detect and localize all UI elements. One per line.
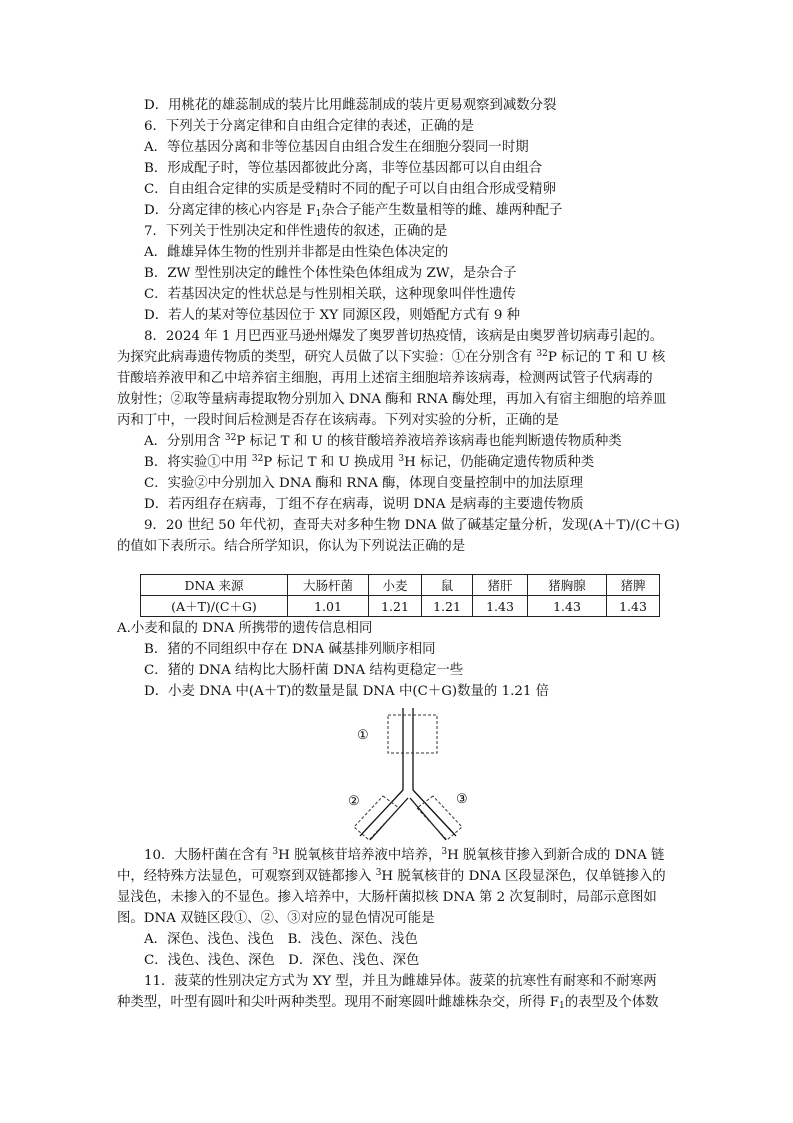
q9-option-b: B．猪的不同组织中存在 DNA 碱基排列顺序相同	[144, 642, 436, 657]
q7-option-c: C．若基因决定的性状总是与性别相关联，这种现象叫伴性遗传	[144, 287, 516, 302]
table-row	[141, 575, 660, 596]
q8-option-b	[144, 453, 704, 473]
text: P 标记 T 和 U 换成用	[263, 455, 399, 470]
table-cell: 1.01	[288, 596, 369, 617]
figure-label-2: ②	[348, 794, 360, 809]
text: B．将实验①中用	[144, 455, 252, 470]
dna-replication-diagram	[340, 708, 480, 844]
q6-option-d	[144, 201, 704, 221]
superscript: 32	[224, 433, 237, 443]
q5-option-d: D．用桃花的雄蕊制成的装片比用雌蕊制成的装片更易观察到减数分裂	[144, 98, 557, 113]
q7-option-d: D．若人的某对等位基因位于 XY 同源区段，则婚配方式有 9 种	[144, 308, 521, 323]
text: H 脱氧核苷的 DNA 区段显深色，仅单链掺入的	[381, 869, 666, 884]
q11-line-1: 11．菠菜的性别决定方式为 XY 型，并且为雌雄异体。菠菜的抗寒性有耐寒和不耐寒两	[144, 974, 657, 989]
table-cell: (A＋T)/(C＋G)	[141, 596, 288, 617]
text: 种类型，叶型有圆叶和尖叶两种类型。现用不耐寒圆叶雌雄株杂交，所得 F	[117, 995, 560, 1010]
q9-option-d: D．小麦 DNA 中(A＋T)的数量是鼠 DNA 中(C＋G)数量的 1.21 倍	[144, 684, 550, 699]
q8-line-3: 苷酸培养液甲和乙中培养宿主细胞，再用上述宿主细胞培养该病毒，检测两试管子代病毒的	[117, 371, 653, 386]
text: P 标记的 T 和 U 核	[547, 350, 666, 365]
text: P 标记 T 和 U 的核苷酸培养液培养该病毒也能判断遗传物质种类	[236, 434, 622, 449]
q8-line-4: 放射性；②取等量病毒提取物分别加入 DNA 酶和 RNA 酶处理，再加入有宿主细胞的培养皿	[117, 392, 667, 407]
q8-line-1: 8．2024 年 1 月巴西亚马逊州爆发了奥罗普切热疫情，该病是由奥罗普切病毒引起的。	[144, 329, 664, 344]
q7-option-a: A．雌雄异体生物的性别并非都是由性染色体决定的	[144, 245, 449, 260]
q9-line-2: 的值如下表所示。结合所学知识，你认为下列说法正确的是	[117, 539, 466, 554]
table-header-cell: 猪脾	[607, 575, 660, 596]
table-cell: 1.43	[528, 596, 607, 617]
q10-line-3: 显浅色，未掺入的不显色。掺入培养中，大肠杆菌拟核 DNA 第 2 次复制时，局部示意图如	[117, 890, 657, 905]
q7-option-b: B．ZW 型性别决定的雌性个体性染色体组成为 ZW，是杂合子	[144, 266, 517, 281]
subscript: 1	[315, 209, 322, 219]
table-header-cell: 小麦	[369, 575, 422, 596]
table-header-cell: 鼠	[422, 575, 473, 596]
superscript: 3	[272, 847, 279, 857]
text: 10．大肠杆菌在含有	[144, 848, 273, 863]
text: H 标记，仍能确定遗传物质种类	[404, 455, 595, 470]
q9-option-c: C．猪的 DNA 结构比大肠杆菌 DNA 结构更稳定一些	[144, 663, 464, 678]
text: 的表型及个体数	[564, 995, 659, 1010]
q8-option-c: C．实验②中分别加入 DNA 酶和 RNA 酶，体现自变量控制中的加法原理	[144, 476, 584, 491]
superscript: 3	[375, 868, 382, 878]
table-header-cell: DNA 来源	[141, 575, 288, 596]
table-cell: 1.21	[422, 596, 473, 617]
q10-options-ab: A．深色、浅色、浅色 B．浅色、深色、浅色	[144, 932, 418, 947]
text: 为探究此病毒遗传物质的类型，研究人员做了以下实验：①在分别含有	[117, 350, 537, 365]
text: A．分别用含	[144, 434, 225, 449]
q8-option-a	[144, 432, 704, 452]
table-header-cell: 猪肝	[473, 575, 528, 596]
text: D．分离定律的核心内容是 F	[144, 203, 316, 218]
q8-option-d: D．若丙组存在病毒，丁组不存在病毒，说明 DNA 是病毒的主要遗传物质	[144, 497, 584, 512]
text: H 脱氧核苷培养液中培养，	[278, 848, 442, 863]
q10-options-cd: C．浅色、浅色、深色 D．深色、浅色、深色	[144, 953, 420, 968]
q10-line-4: 图。DNA 双链区段①、②、③对应的显色情况可能是	[117, 911, 435, 926]
q6-option-c: C．自由组合定律的实质是受精时不同的配子可以自由组合形成受精卵	[144, 182, 556, 197]
text: H 脱氧核苷掺入到新合成的 DNA 链	[447, 848, 665, 863]
figure-label-3: ③	[456, 792, 468, 807]
superscript: 32	[536, 349, 548, 359]
q10-line-1	[144, 846, 704, 866]
table-header-cell: 猪胸腺	[528, 575, 607, 596]
superscript: 32	[251, 454, 264, 464]
text: 中，经特殊方法显色，可观察到双链都掺入	[117, 869, 376, 884]
q11-line-2	[117, 993, 677, 1013]
subscript: 1	[559, 1001, 565, 1011]
q6-option-a: A．等位基因分离和非等位基因自由组合发生在细胞分裂同一时期	[144, 140, 529, 155]
figure-label-1: ①	[357, 728, 369, 743]
text: 杂合子能产生数量相等的雌、雄两种配子	[321, 203, 563, 218]
q7-stem: 7．下列关于性别决定和伴性遗传的叙述，正确的是	[144, 224, 448, 239]
superscript: 3	[398, 454, 405, 464]
q10-line-2	[117, 867, 677, 887]
q8-line-2	[117, 348, 677, 368]
q6-stem: 6．下列关于分离定律和自由组合定律的表述，正确的是	[144, 119, 474, 134]
q9-option-a: A.小麦和鼠的 DNA 所携带的遗传信息相同	[117, 621, 373, 636]
dna-ratio-table	[140, 574, 660, 617]
table-cell: 1.43	[473, 596, 528, 617]
table-row	[141, 596, 660, 617]
table-header-cell: 大肠杆菌	[288, 575, 369, 596]
superscript: 3	[441, 847, 448, 857]
q6-option-b: B．形成配子时，等位基因都彼此分离，非等位基因都可以自由组合	[144, 161, 543, 176]
table-cell: 1.21	[369, 596, 422, 617]
table-cell: 1.43	[607, 596, 660, 617]
q9-line-1: 9．20 世纪 50 年代初，查哥夫对多种生物 DNA 做了碱基定量分析，发现(A＋T)/(C＋G)	[144, 518, 680, 533]
q8-line-5: 丙和丁中，一段时间后检测是否存在该病毒。下列对实验的分析，正确的是	[117, 413, 559, 428]
